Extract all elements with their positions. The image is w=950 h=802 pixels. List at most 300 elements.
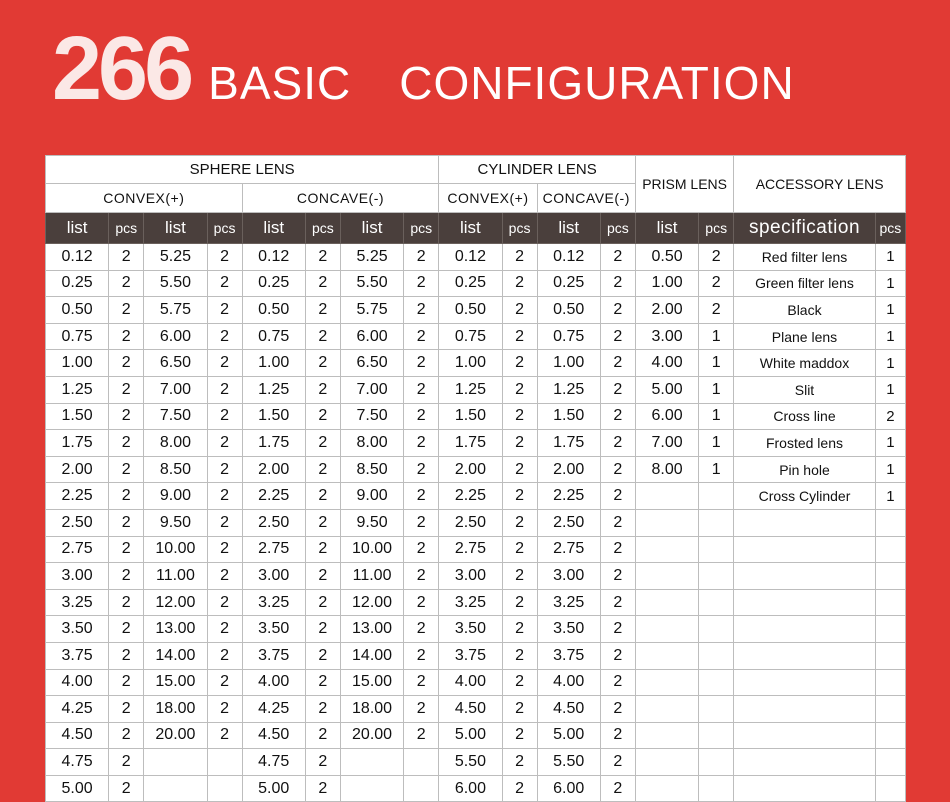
value-cell: 5.25 — [340, 244, 403, 271]
pcs-cell: 2 — [404, 350, 439, 377]
value-cell: 0.50 — [537, 297, 600, 324]
value-cell: 18.00 — [144, 696, 207, 723]
value-cell: 20.00 — [144, 722, 207, 749]
value-cell: 11.00 — [144, 563, 207, 590]
pcs-cell: 2 — [404, 403, 439, 430]
value-cell — [635, 536, 698, 563]
pcs-cell: 2 — [305, 509, 340, 536]
pcs-cell — [404, 775, 439, 802]
pcs-cell: 2 — [875, 403, 905, 430]
value-cell: 9.00 — [144, 483, 207, 510]
value-cell: 1.50 — [439, 403, 502, 430]
pcs-cell: 2 — [404, 722, 439, 749]
value-cell: 7.50 — [340, 403, 403, 430]
pcs-cell: 2 — [404, 244, 439, 271]
pcs-cell: 2 — [109, 350, 144, 377]
pcs-cell: 2 — [109, 403, 144, 430]
pcs-cell: 1 — [875, 323, 905, 350]
value-cell: 3.50 — [242, 616, 305, 643]
table-row — [46, 536, 906, 563]
value-cell — [635, 775, 698, 802]
value-cell: 2.00 — [46, 456, 109, 483]
pcs-cell: 2 — [305, 589, 340, 616]
column-header-specification: specification — [734, 213, 875, 244]
value-cell: 2.00 — [242, 456, 305, 483]
value-cell: 6.50 — [340, 350, 403, 377]
table-row — [46, 696, 906, 723]
table-row — [46, 403, 906, 430]
value-cell: 7.50 — [144, 403, 207, 430]
pcs-cell — [699, 722, 734, 749]
pcs-cell: 2 — [600, 483, 635, 510]
accessory-spec-cell: Pin hole — [734, 456, 875, 483]
pcs-cell: 2 — [109, 297, 144, 324]
pcs-cell: 2 — [502, 749, 537, 776]
pcs-cell: 2 — [305, 483, 340, 510]
value-cell — [635, 722, 698, 749]
value-cell — [635, 749, 698, 776]
table-row — [46, 483, 906, 510]
pcs-cell: 2 — [600, 376, 635, 403]
value-cell — [635, 616, 698, 643]
value-cell: 8.50 — [340, 456, 403, 483]
value-cell: 7.00 — [635, 430, 698, 457]
value-cell: 5.00 — [46, 775, 109, 802]
pcs-cell — [875, 775, 905, 802]
value-cell: 5.00 — [537, 722, 600, 749]
value-cell: 7.00 — [144, 376, 207, 403]
pcs-cell: 2 — [600, 350, 635, 377]
pcs-cell: 2 — [502, 297, 537, 324]
value-cell: 0.12 — [537, 244, 600, 271]
value-cell: 3.00 — [439, 563, 502, 590]
value-cell: 2.75 — [242, 536, 305, 563]
column-header-pcs: pcs — [404, 213, 439, 244]
pcs-cell: 2 — [404, 376, 439, 403]
value-cell: 5.00 — [242, 775, 305, 802]
pcs-cell — [875, 722, 905, 749]
pcs-cell — [699, 589, 734, 616]
value-cell: 3.00 — [46, 563, 109, 590]
value-cell — [340, 749, 403, 776]
accessory-spec-cell — [734, 589, 875, 616]
value-cell: 5.00 — [439, 722, 502, 749]
value-cell: 5.50 — [340, 270, 403, 297]
value-cell: 2.25 — [439, 483, 502, 510]
pcs-cell: 2 — [305, 536, 340, 563]
pcs-cell: 2 — [305, 669, 340, 696]
value-cell: 1.00 — [635, 270, 698, 297]
pcs-cell — [875, 669, 905, 696]
value-cell: 1.75 — [537, 430, 600, 457]
pcs-cell — [699, 483, 734, 510]
pcs-cell: 2 — [502, 696, 537, 723]
value-cell: 8.00 — [340, 430, 403, 457]
value-cell — [635, 589, 698, 616]
pcs-cell: 2 — [207, 456, 242, 483]
pcs-cell: 2 — [207, 589, 242, 616]
value-cell — [635, 563, 698, 590]
value-cell: 12.00 — [144, 589, 207, 616]
accessory-spec-cell — [734, 749, 875, 776]
value-cell — [635, 483, 698, 510]
accessory-spec-cell: White maddox — [734, 350, 875, 377]
pcs-cell: 1 — [699, 403, 734, 430]
pcs-cell: 2 — [600, 509, 635, 536]
table-row — [46, 775, 906, 802]
value-cell: 0.50 — [439, 297, 502, 324]
value-cell: 13.00 — [340, 616, 403, 643]
pcs-cell — [699, 696, 734, 723]
pcs-cell: 2 — [305, 297, 340, 324]
pcs-cell: 2 — [600, 616, 635, 643]
pcs-cell: 2 — [109, 642, 144, 669]
value-cell: 8.00 — [144, 430, 207, 457]
value-cell: 14.00 — [340, 642, 403, 669]
pcs-cell: 2 — [502, 376, 537, 403]
value-cell: 2.25 — [46, 483, 109, 510]
accessory-spec-cell — [734, 669, 875, 696]
pcs-cell: 2 — [305, 323, 340, 350]
accessory-spec-cell — [734, 775, 875, 802]
table-row — [46, 323, 906, 350]
value-cell: 3.25 — [46, 589, 109, 616]
column-header-pcs: pcs — [502, 213, 537, 244]
accessory-spec-cell: Cross line — [734, 403, 875, 430]
pcs-cell: 2 — [404, 270, 439, 297]
pcs-cell: 2 — [207, 642, 242, 669]
value-cell — [144, 749, 207, 776]
pcs-cell: 2 — [502, 244, 537, 271]
value-cell: 11.00 — [340, 563, 403, 590]
value-cell: 5.75 — [340, 297, 403, 324]
pcs-cell: 2 — [207, 509, 242, 536]
accessory-spec-cell: Green filter lens — [734, 270, 875, 297]
pcs-cell: 2 — [305, 642, 340, 669]
table-row — [46, 350, 906, 377]
pcs-cell: 2 — [109, 376, 144, 403]
pcs-cell: 2 — [109, 696, 144, 723]
pcs-cell: 2 — [109, 536, 144, 563]
pcs-cell: 2 — [600, 696, 635, 723]
pcs-cell: 2 — [404, 483, 439, 510]
value-cell: 6.00 — [144, 323, 207, 350]
pcs-cell: 2 — [305, 430, 340, 457]
pcs-cell: 2 — [699, 244, 734, 271]
column-header-list: list — [340, 213, 403, 244]
value-cell: 6.00 — [635, 403, 698, 430]
value-cell: 0.12 — [46, 244, 109, 271]
pcs-cell: 2 — [502, 509, 537, 536]
table-row — [46, 376, 906, 403]
pcs-cell: 2 — [502, 323, 537, 350]
pcs-cell — [699, 642, 734, 669]
value-cell: 5.75 — [144, 297, 207, 324]
value-cell: 3.00 — [242, 563, 305, 590]
pcs-cell: 2 — [600, 563, 635, 590]
pcs-cell — [699, 669, 734, 696]
pcs-cell: 2 — [404, 642, 439, 669]
value-cell: 5.50 — [439, 749, 502, 776]
pcs-cell: 2 — [207, 376, 242, 403]
title-number: 266 — [52, 19, 191, 119]
value-cell: 4.00 — [439, 669, 502, 696]
pcs-cell: 2 — [207, 483, 242, 510]
pcs-cell: 2 — [404, 563, 439, 590]
pcs-cell: 2 — [600, 270, 635, 297]
pcs-cell: 2 — [207, 563, 242, 590]
prism-lens-header: PRISM LENS — [635, 156, 733, 213]
accessory-spec-cell — [734, 722, 875, 749]
pcs-cell — [699, 509, 734, 536]
column-header-list: list — [46, 213, 109, 244]
value-cell: 8.00 — [635, 456, 698, 483]
pcs-cell: 2 — [109, 616, 144, 643]
value-cell: 2.25 — [537, 483, 600, 510]
table-body — [46, 244, 906, 802]
accessory-spec-cell: Slit — [734, 376, 875, 403]
value-cell: 4.50 — [46, 722, 109, 749]
pcs-cell: 2 — [109, 775, 144, 802]
value-cell: 15.00 — [144, 669, 207, 696]
pcs-cell: 2 — [600, 642, 635, 669]
table-row — [46, 722, 906, 749]
value-cell: 6.50 — [144, 350, 207, 377]
value-cell — [635, 696, 698, 723]
accessory-spec-cell — [734, 696, 875, 723]
value-cell: 10.00 — [340, 536, 403, 563]
value-cell: 3.00 — [537, 563, 600, 590]
value-cell: 3.25 — [242, 589, 305, 616]
table-row — [46, 642, 906, 669]
pcs-cell: 2 — [404, 669, 439, 696]
value-cell: 4.75 — [242, 749, 305, 776]
pcs-cell: 2 — [109, 589, 144, 616]
value-cell: 0.25 — [537, 270, 600, 297]
pcs-cell: 2 — [600, 775, 635, 802]
cylinder-convex-header: CONVEX(+) — [439, 184, 537, 213]
value-cell: 4.50 — [439, 696, 502, 723]
value-cell: 1.25 — [537, 376, 600, 403]
pcs-cell: 2 — [502, 563, 537, 590]
pcs-cell: 2 — [404, 696, 439, 723]
pcs-cell: 2 — [109, 270, 144, 297]
value-cell — [144, 775, 207, 802]
pcs-cell: 2 — [502, 722, 537, 749]
value-cell: 2.00 — [635, 297, 698, 324]
column-header-pcs: pcs — [600, 213, 635, 244]
value-cell: 3.75 — [242, 642, 305, 669]
configuration-table — [45, 155, 906, 802]
value-cell: 3.75 — [46, 642, 109, 669]
value-cell: 2.50 — [46, 509, 109, 536]
table-row — [46, 270, 906, 297]
table-row — [46, 297, 906, 324]
value-cell — [635, 669, 698, 696]
pcs-cell: 2 — [502, 616, 537, 643]
accessory-spec-cell: Plane lens — [734, 323, 875, 350]
pcs-cell: 2 — [207, 403, 242, 430]
pcs-cell: 2 — [502, 589, 537, 616]
value-cell: 2.00 — [439, 456, 502, 483]
pcs-cell — [875, 642, 905, 669]
pcs-cell: 2 — [502, 669, 537, 696]
value-cell: 5.50 — [537, 749, 600, 776]
pcs-cell: 1 — [699, 376, 734, 403]
value-cell — [635, 509, 698, 536]
group-header-row — [46, 156, 906, 184]
pcs-cell: 2 — [699, 270, 734, 297]
table-row — [46, 589, 906, 616]
value-cell: 13.00 — [144, 616, 207, 643]
accessory-spec-cell: Red filter lens — [734, 244, 875, 271]
value-cell: 4.50 — [537, 696, 600, 723]
cylinder-concave-header: CONCAVE(-) — [537, 184, 635, 213]
accessory-spec-cell — [734, 563, 875, 590]
pcs-cell: 2 — [502, 775, 537, 802]
pcs-cell — [875, 749, 905, 776]
value-cell: 1.00 — [46, 350, 109, 377]
pcs-cell: 2 — [600, 323, 635, 350]
pcs-cell: 2 — [600, 430, 635, 457]
value-cell: 5.50 — [144, 270, 207, 297]
value-cell: 8.50 — [144, 456, 207, 483]
value-cell: 0.75 — [537, 323, 600, 350]
value-cell: 2.50 — [537, 509, 600, 536]
accessory-spec-cell: Frosted lens — [734, 430, 875, 457]
value-cell: 0.75 — [46, 323, 109, 350]
value-cell: 1.00 — [537, 350, 600, 377]
pcs-cell — [699, 616, 734, 643]
pcs-cell: 2 — [404, 509, 439, 536]
pcs-cell: 2 — [699, 297, 734, 324]
column-header-pcs: pcs — [875, 213, 905, 244]
column-header-pcs: pcs — [699, 213, 734, 244]
pcs-cell: 2 — [600, 403, 635, 430]
value-cell: 14.00 — [144, 642, 207, 669]
pcs-cell — [875, 563, 905, 590]
pcs-cell — [875, 536, 905, 563]
table-row — [46, 509, 906, 536]
value-cell: 3.25 — [439, 589, 502, 616]
value-cell: 4.50 — [242, 722, 305, 749]
pcs-cell: 2 — [109, 509, 144, 536]
pcs-cell: 2 — [305, 403, 340, 430]
value-cell: 2.00 — [537, 456, 600, 483]
table-row — [46, 669, 906, 696]
value-cell: 6.00 — [537, 775, 600, 802]
column-header-list: list — [439, 213, 502, 244]
pcs-cell: 1 — [875, 430, 905, 457]
pcs-cell: 2 — [404, 589, 439, 616]
pcs-cell: 1 — [699, 323, 734, 350]
value-cell: 3.75 — [439, 642, 502, 669]
value-cell: 3.50 — [537, 616, 600, 643]
pcs-cell: 2 — [305, 616, 340, 643]
pcs-cell: 2 — [109, 669, 144, 696]
value-cell: 4.00 — [242, 669, 305, 696]
value-cell: 6.00 — [340, 323, 403, 350]
pcs-cell: 1 — [875, 244, 905, 271]
value-cell: 0.12 — [439, 244, 502, 271]
value-cell: 0.12 — [242, 244, 305, 271]
value-cell: 20.00 — [340, 722, 403, 749]
value-cell: 2.75 — [439, 536, 502, 563]
pcs-cell: 2 — [207, 722, 242, 749]
pcs-cell — [699, 536, 734, 563]
value-cell: 2.75 — [537, 536, 600, 563]
value-cell: 3.50 — [439, 616, 502, 643]
column-header-row — [46, 213, 906, 244]
accessory-spec-cell: Black — [734, 297, 875, 324]
pcs-cell: 2 — [600, 456, 635, 483]
pcs-cell: 1 — [875, 270, 905, 297]
pcs-cell: 2 — [502, 270, 537, 297]
value-cell: 1.25 — [242, 376, 305, 403]
value-cell: 9.00 — [340, 483, 403, 510]
value-cell: 10.00 — [144, 536, 207, 563]
pcs-cell: 1 — [875, 483, 905, 510]
sphere-convex-header: CONVEX(+) — [46, 184, 243, 213]
value-cell: 4.75 — [46, 749, 109, 776]
pcs-cell: 2 — [502, 642, 537, 669]
value-cell: 7.00 — [340, 376, 403, 403]
table-row — [46, 244, 906, 271]
value-cell: 5.00 — [635, 376, 698, 403]
pcs-cell: 2 — [502, 483, 537, 510]
value-cell: 0.25 — [46, 270, 109, 297]
pcs-cell: 2 — [305, 456, 340, 483]
pcs-cell: 2 — [600, 536, 635, 563]
pcs-cell: 2 — [600, 722, 635, 749]
pcs-cell: 2 — [109, 563, 144, 590]
value-cell: 4.00 — [635, 350, 698, 377]
table-row — [46, 616, 906, 643]
pcs-cell: 2 — [305, 696, 340, 723]
title-word-basic: BASIC — [208, 57, 352, 109]
table-row — [46, 430, 906, 457]
pcs-cell: 2 — [404, 297, 439, 324]
value-cell: 0.50 — [635, 244, 698, 271]
value-cell: 1.75 — [242, 430, 305, 457]
pcs-cell: 2 — [305, 376, 340, 403]
accessory-lens-header: ACCESSORY LENS — [734, 156, 906, 213]
column-header-list: list — [635, 213, 698, 244]
pcs-cell: 2 — [305, 722, 340, 749]
value-cell: 2.25 — [242, 483, 305, 510]
value-cell: 1.75 — [439, 430, 502, 457]
value-cell: 2.50 — [242, 509, 305, 536]
table-row — [46, 563, 906, 590]
pcs-cell: 2 — [109, 722, 144, 749]
value-cell: 0.50 — [242, 297, 305, 324]
pcs-cell: 2 — [502, 350, 537, 377]
table-row — [46, 749, 906, 776]
value-cell: 1.50 — [46, 403, 109, 430]
pcs-cell — [404, 749, 439, 776]
pcs-cell: 2 — [207, 297, 242, 324]
pcs-cell: 2 — [207, 350, 242, 377]
pcs-cell: 2 — [207, 270, 242, 297]
pcs-cell — [207, 749, 242, 776]
pcs-cell — [699, 749, 734, 776]
value-cell: 4.00 — [537, 669, 600, 696]
pcs-cell: 1 — [875, 297, 905, 324]
pcs-cell: 2 — [305, 775, 340, 802]
column-header-pcs: pcs — [109, 213, 144, 244]
sphere-lens-header: SPHERE LENS — [46, 156, 439, 184]
value-cell: 6.00 — [439, 775, 502, 802]
